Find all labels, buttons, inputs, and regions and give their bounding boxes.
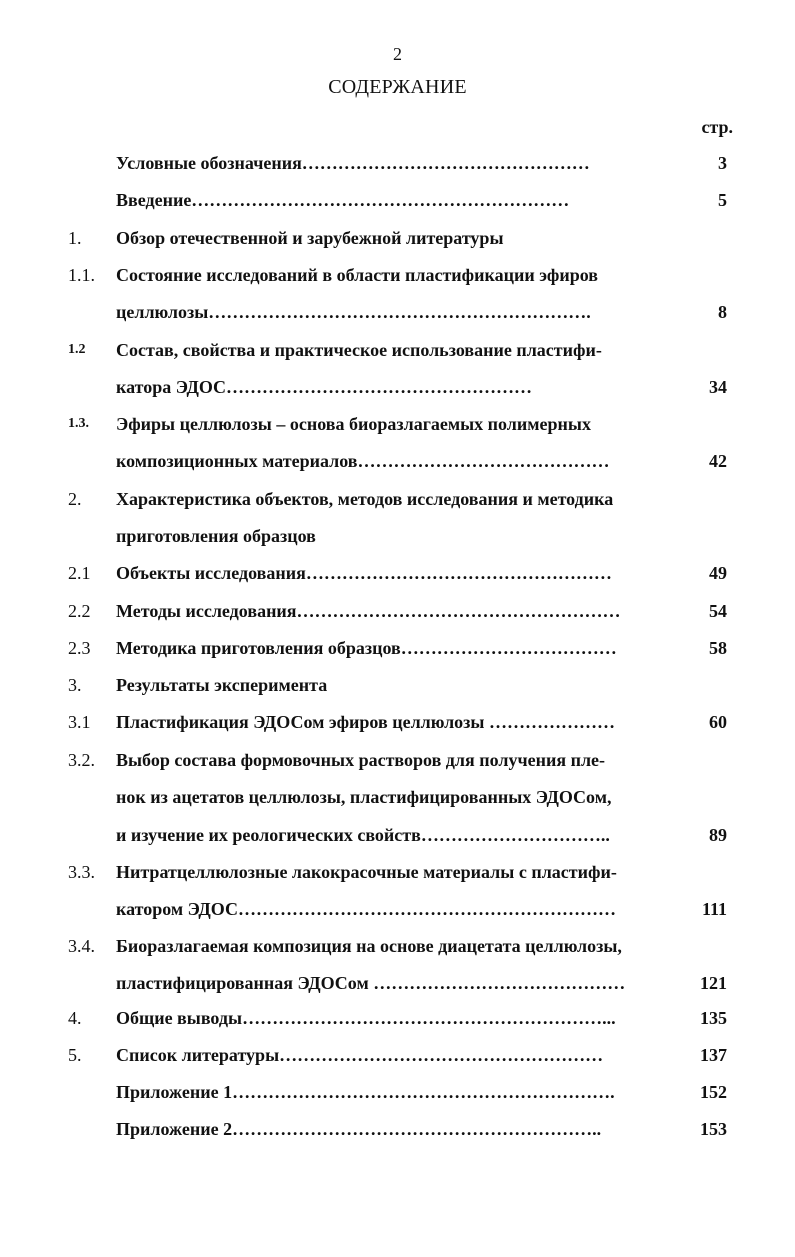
toc-entry-page: 8: [718, 302, 727, 323]
toc-entry-page: 34: [709, 377, 727, 398]
toc-entry-page: 58: [709, 638, 727, 658]
toc-entry-text: Выбор состава формовочных растворов для получения пле-: [116, 750, 606, 770]
toc-entry-text: целлюлозы……………………………………………………….: [116, 302, 591, 323]
toc-entry-text: Биоразлагаемая композиция на основе диацетата целлюлозы,: [116, 936, 622, 956]
toc-entry-page: 5: [718, 190, 727, 210]
toc-entry-page: 153: [700, 1119, 727, 1139]
toc-entry-text: Пластификация ЭДОСом эфиров целлюлозы …………………: [116, 712, 615, 732]
toc-entry-text: Обзор отечественной и зарубежной литературы: [116, 228, 504, 248]
page-column-header: стр.: [701, 117, 733, 137]
toc-entry-text: Условные обозначения…………………………………………: [116, 153, 590, 173]
toc-entry-page: 152: [700, 1082, 727, 1102]
toc-entry-number: 1.1.: [68, 265, 95, 285]
toc-entry-page: 54: [709, 601, 727, 621]
toc-entry-number: 3.1: [68, 712, 91, 732]
toc-entry-text: Характеристика объектов, методов исследования и методика: [116, 489, 614, 509]
toc-entry-page: 60: [709, 712, 727, 732]
toc-entry-text: Приложение 1……………………………………………………….: [116, 1082, 615, 1102]
toc-entry-text: Эфиры целлюлозы – основа биоразлагаемых полимерных: [116, 414, 591, 434]
toc-entry-page: 121: [700, 973, 727, 994]
toc-entry-text: Методы исследования………………………………………………: [116, 601, 621, 621]
toc-entry-text: приготовления образцов: [116, 526, 316, 547]
page-number: 2: [393, 44, 402, 64]
toc-entry-number: 1.2: [68, 342, 86, 357]
toc-entry-number: 3.2.: [68, 750, 95, 770]
toc-entry-number: 2.: [68, 489, 82, 509]
toc-entry-text: Состояние исследований в области пластификации эфиров: [116, 265, 598, 285]
toc-entry-number: 1.: [68, 228, 82, 248]
toc-entry-text: Объекты исследования……………………………………………: [116, 563, 612, 583]
toc-entry-text: и изучение их реологических свойств…………………………..: [116, 824, 610, 845]
toc-entry-text: Нитратцеллюлозные лакокрасочные материалы с пластифи-: [116, 862, 617, 882]
toc-entry-text: Состав, свойства и практическое использование пластифи-: [116, 340, 602, 360]
toc-entry-page: 42: [709, 451, 727, 472]
toc-entry-page: 111: [701, 899, 727, 920]
toc-entry-page: 49: [709, 563, 727, 583]
toc-entry-page: 135: [700, 1008, 727, 1028]
toc-entry-number: 1.3.: [68, 416, 89, 431]
toc-entry-text: нок из ацетатов целлюлозы, пластифицированных ЭДОСом,: [116, 787, 612, 808]
toc-entry-number: 2.1: [68, 563, 91, 583]
toc-entry-text: Приложение 2……………………………………………………..: [116, 1119, 602, 1139]
toc-entry-number: 2.2: [68, 601, 91, 621]
toc-entry-number: 4.: [68, 1008, 82, 1028]
toc-entry-page: 137: [700, 1045, 727, 1065]
toc-entry-text: Общие выводы……………………………………………………...: [116, 1008, 616, 1028]
toc-entry-number: 3.3.: [68, 862, 95, 882]
page-title: СОДЕРЖАНИЕ: [328, 76, 467, 98]
toc-entry-text: композиционных материалов……………………………………: [116, 451, 610, 472]
toc-entry-text: пластифицированная ЭДОСом ……………………………………: [116, 973, 626, 994]
toc-entry-text: катором ЭДОС………………………………………………………: [116, 899, 616, 920]
toc-entry-page: 3: [718, 153, 727, 173]
toc-entry-text: Список литературы………………………………………………: [116, 1045, 604, 1065]
toc-entry-text: Методика приготовления образцов………………………………: [116, 638, 617, 658]
toc-entry-number: 5.: [68, 1045, 82, 1065]
toc-entry-page: 89: [709, 824, 727, 845]
toc-entry-number: 3.4.: [68, 936, 95, 956]
toc-entry-text: катора ЭДОС……………………………………………: [116, 377, 533, 398]
toc-entry-number: 3.: [68, 675, 82, 695]
toc-entry-text: Результаты эксперимента: [116, 675, 328, 695]
toc-entry-number: 2.3: [68, 638, 91, 658]
toc-entry-text: Введение………………………………………………………: [116, 190, 570, 210]
